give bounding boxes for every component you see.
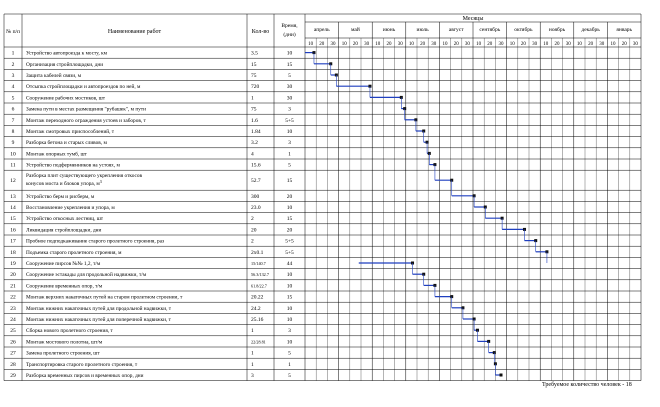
row-name: Ликвидация стройплощадки, дни [26, 227, 102, 234]
row-number: 7 [11, 117, 15, 124]
decade-label: 10 [509, 42, 515, 47]
row-days: 44 [286, 261, 293, 267]
row-number: 14 [10, 205, 16, 211]
row-days: 5+5 [285, 249, 294, 256]
row-name: Замена пролетного строения, шт [26, 350, 100, 357]
row-qty: 61.8/22.7 [251, 283, 267, 289]
row-days: 15 [286, 61, 293, 68]
row-qty: 300 [251, 193, 260, 200]
row-name: Монтаж нижних накаточных путей для поперечной надвижки, т [26, 317, 171, 323]
table-header [6, 16, 638, 47]
row-qty: 15.6 [251, 162, 261, 169]
row-days: 10 [286, 283, 293, 290]
decade-label: 20 [520, 42, 526, 47]
row-days: 10 [286, 339, 293, 346]
row-qty: 1 [251, 95, 254, 102]
row-days: 10 [286, 317, 293, 323]
row-name: Сооружение пирсов №№ 1,2, т/м [26, 261, 101, 267]
row-qty: 3.5 [251, 50, 258, 57]
decade-label: 10 [576, 42, 582, 47]
decade-label: 20 [420, 42, 426, 47]
row-number: 8 [11, 129, 15, 135]
decade-label: 30 [599, 42, 605, 47]
row-days: 15 [286, 294, 293, 301]
month-label-0: апрель [313, 27, 330, 33]
row-days: 30 [286, 84, 293, 91]
row-number: 16 [10, 227, 16, 234]
row-name: Сооружение рабочих мостиков, шт [26, 95, 106, 102]
row-number: 24 [10, 317, 16, 323]
header-num: № п/п [5, 29, 21, 35]
row-number: 11 [10, 162, 16, 169]
row-days: 3 [288, 328, 291, 335]
row-days: 10 [286, 205, 293, 211]
row-number: 22 [10, 294, 16, 301]
row-qty: 1 [251, 361, 254, 368]
table-body [10, 50, 294, 379]
row-name: Отсыпка стройплощадки и автопроездов по ней, м [26, 84, 141, 91]
month-label-2: июнь [382, 27, 396, 33]
row-name: Восстановление укрепления и упора, м [26, 205, 115, 211]
row-qty: 1 [251, 328, 254, 335]
row-qty: 52.7 [251, 178, 261, 185]
decade-label: 30 [498, 42, 504, 47]
decade-label: 20 [621, 42, 627, 47]
row-name: Монтаж верхних накаточных путей на старом пролетном строении, т [26, 294, 183, 301]
row-number: 21 [10, 283, 16, 290]
gantt-bars [305, 51, 548, 376]
row-qty: 24.2 [251, 305, 261, 312]
row-days: 1 [288, 151, 291, 158]
row-name: Монтаж нижних накаточных путей для продольной надвижки, т [26, 305, 172, 312]
decade-label: 10 [375, 42, 381, 47]
row-qty: 2 [251, 216, 254, 223]
decade-label: 10 [442, 42, 448, 47]
row-days: 10 [286, 50, 293, 57]
row-days: 30 [286, 95, 293, 102]
decade-label: 20 [487, 42, 493, 47]
row-qty: 2 [251, 238, 254, 245]
row-qty: 720 [251, 84, 260, 91]
row-number: 20 [10, 272, 16, 279]
row-name: Подъемка старого пролетного строения, м [26, 249, 122, 256]
row-days: 20 [286, 193, 293, 200]
row-name: Монтаж переходного ограждения устоев и заборов, т [26, 117, 146, 124]
row-qty: 20 [251, 227, 257, 234]
row-number: 15 [10, 216, 16, 223]
row-number: 1 [11, 50, 15, 57]
header-months-title: Месяцы [462, 16, 484, 22]
row-number: 13 [10, 193, 16, 200]
row-name: Сооружение эстакады для продольной надвижки, т/м [26, 272, 147, 279]
row-number: 9 [11, 140, 15, 147]
row-days: 20 [286, 227, 293, 234]
row-number: 6 [11, 106, 15, 113]
row-qty: 15/140.7 [251, 261, 266, 266]
row-days: 3 [288, 106, 291, 113]
row-number: 10 [10, 151, 16, 158]
row-number: 18 [10, 249, 16, 256]
header-time: Время, [281, 23, 298, 29]
decade-label: 20 [352, 42, 358, 47]
row-number: 5 [11, 95, 15, 102]
row-qty: 3.2 [251, 140, 258, 147]
decade-label: 10 [308, 42, 314, 47]
row-name: Транспортировка старого пролетного строения, т [26, 361, 138, 368]
row-days: 3 [288, 140, 291, 147]
row-qty: 15 [251, 61, 257, 68]
decade-label: 30 [330, 42, 336, 47]
row-name: Замена пути в местах размещения "рубашек", м пути [26, 106, 146, 113]
row-name: Сооружение временных опор, т/м [26, 283, 103, 290]
row-days: 5 [288, 73, 291, 79]
row-qty: 25.16 [251, 317, 264, 323]
month-label-4: август [448, 27, 464, 33]
row-qty: 56.3/132.7 [251, 272, 269, 278]
row-number: 2 [11, 61, 15, 68]
row-days: 5+5 [285, 117, 294, 124]
decade-label: 30 [464, 42, 470, 47]
required-workers-note: Требуемое количество человек - 18 [542, 382, 632, 388]
row-days: 1 [288, 361, 291, 368]
row-qty: 1.6 [251, 117, 258, 124]
row-days: 5 [288, 350, 291, 357]
row-name: Устройство автопроезда к мосту, км [26, 50, 107, 57]
row-qty: 20.22 [251, 294, 264, 301]
row-number: 29 [10, 373, 16, 379]
row-name: Организация стройплощадки, дни [26, 61, 104, 68]
row-days: 5 [288, 162, 291, 169]
row-qty: 3 [251, 373, 254, 379]
month-label-9: январь [616, 27, 633, 33]
row-days: 10 [286, 272, 293, 279]
row-name: Пробное подподкаживание старого пролетного строения, раз [26, 238, 165, 245]
header-name: Наименование работ [107, 29, 162, 35]
decade-label: 20 [453, 42, 459, 47]
row-days: 5+5 [285, 238, 294, 245]
row-number: 28 [10, 361, 16, 368]
decade-label: 30 [632, 42, 638, 47]
row-name: Монтаж смотровых приспособлений, т [26, 129, 115, 135]
row-name: Защита кабелей связи, м [26, 73, 82, 79]
row-days: 10 [286, 129, 293, 135]
gantt-marker [500, 374, 503, 377]
row-days: 15 [286, 178, 293, 185]
row-number: 3 [11, 73, 15, 79]
row-days: 10 [286, 305, 293, 312]
row-name: Устройство берм и рисберм, м [26, 193, 95, 200]
table-grid [4, 14, 641, 381]
row-days: 5 [288, 373, 291, 379]
row-name-line1: Разборка плит существующего укрепления откосов [26, 173, 142, 180]
header-time-unit: (дни) [283, 32, 296, 38]
row-name: Устройство подферменников на устоях, м [26, 162, 120, 169]
row-name: Устройство откосных лестниц, шт [26, 216, 104, 223]
month-label-8: декабрь [581, 27, 600, 33]
month-label-6: октябрь [514, 27, 533, 33]
row-name: Монтаж мостового полотна, шт/м [26, 339, 103, 346]
row-qty: 75 [251, 106, 257, 113]
decade-label: 10 [341, 42, 347, 47]
header-qty: Кол-во [251, 29, 270, 35]
month-label-1: май [350, 27, 360, 33]
row-qty: 4 [251, 151, 254, 158]
row-qty: 2х0.1 [251, 249, 264, 256]
month-label-3: июль [416, 27, 429, 33]
row-qty: 1.84 [251, 129, 261, 135]
decade-label: 20 [588, 42, 594, 47]
month-label-7: ноябрь [548, 27, 566, 33]
row-name: Разборка бетона и старых сливов, м [26, 140, 107, 147]
decade-label: 20 [319, 42, 325, 47]
row-number: 17 [10, 238, 16, 245]
row-name: Монтаж опорных тумб, шт [26, 151, 87, 158]
decade-label: 10 [476, 42, 482, 47]
decade-label: 20 [386, 42, 392, 47]
month-label-5: сентябрь [479, 27, 501, 33]
row-name-line2: конусов моста и блоков упора, $м^3$ [26, 179, 102, 188]
row-name: Разборка временных пирсов и временных опор, дни [26, 373, 144, 379]
row-number: 25 [10, 328, 16, 335]
decade-label: 10 [408, 42, 414, 47]
row-qty: 1 [251, 350, 254, 357]
row-number: 23 [10, 305, 16, 312]
decade-label: 30 [532, 42, 538, 47]
row-qty: 75 [251, 73, 257, 79]
row-name: Сборка нового пролетного строения, т [26, 328, 113, 335]
decade-label: 10 [610, 42, 616, 47]
decade-label: 10 [543, 42, 549, 47]
decade-label: 20 [554, 42, 560, 47]
row-number: 12 [10, 178, 16, 185]
row-qty: 22/28.81 [251, 339, 266, 345]
decade-label: 30 [364, 42, 370, 47]
row-number: 4 [11, 84, 15, 91]
row-number: 27 [10, 350, 16, 357]
row-number: 19 [10, 261, 16, 267]
decade-label: 30 [565, 42, 571, 47]
decade-label: 30 [431, 42, 437, 47]
row-days: 15 [286, 216, 293, 223]
row-qty: 23.0 [251, 205, 261, 211]
row-number: 26 [10, 339, 16, 346]
decade-label: 30 [397, 42, 403, 47]
